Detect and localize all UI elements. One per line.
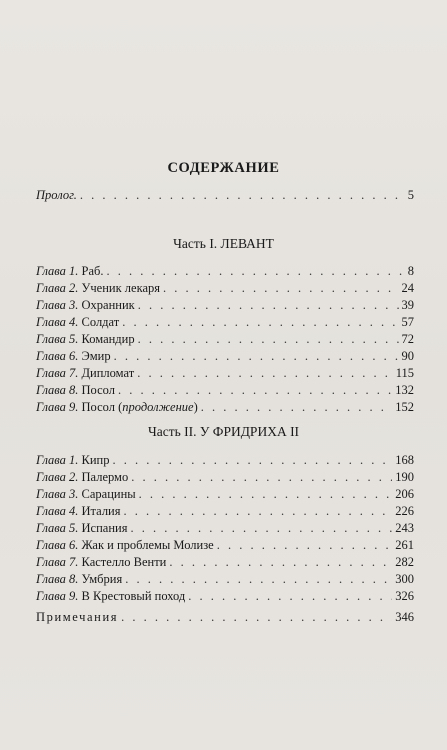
chapter-prefix: Глава bbox=[36, 366, 66, 380]
dot-leader bbox=[114, 348, 399, 364]
page-number: 243 bbox=[395, 521, 414, 535]
page-number: 24 bbox=[401, 281, 414, 295]
chapter-title: Ученик лекаря bbox=[81, 281, 160, 295]
toc-entry[interactable] bbox=[36, 280, 414, 296]
chapter-prefix: Глава bbox=[36, 281, 66, 295]
chapter-title-italic: продолжение bbox=[122, 400, 194, 414]
chapter-number: 2. bbox=[69, 281, 79, 295]
chapter-prefix: Глава bbox=[36, 264, 66, 278]
page-number: 190 bbox=[395, 470, 414, 484]
dot-leader bbox=[188, 588, 392, 604]
dot-leader bbox=[138, 297, 399, 313]
chapter-title: Посол ( bbox=[81, 400, 123, 414]
prologue-label: Пролог. bbox=[36, 188, 77, 202]
chapter-number: 6. bbox=[69, 538, 79, 552]
chapter-number: 6. bbox=[69, 349, 79, 363]
toc-entry[interactable] bbox=[36, 588, 414, 604]
chapter-number: 3. bbox=[69, 298, 79, 312]
toc-entry[interactable] bbox=[36, 263, 414, 279]
toc-entry[interactable] bbox=[36, 399, 414, 415]
chapter-number: 4. bbox=[69, 315, 79, 329]
chapter-prefix: Глава bbox=[36, 504, 66, 518]
chapter-prefix: Глава bbox=[36, 349, 66, 363]
chapter-title: В Крестовый поход bbox=[81, 589, 186, 603]
notes-label: Примечания bbox=[36, 610, 119, 624]
chapter-number: 1. bbox=[69, 453, 79, 467]
chapter-title: Италия bbox=[81, 504, 121, 518]
dot-leader bbox=[201, 399, 393, 415]
chapter-prefix: Глава bbox=[36, 383, 66, 397]
toc-entry[interactable] bbox=[36, 503, 414, 519]
dot-leader bbox=[217, 537, 393, 553]
chapter-prefix: Глава bbox=[36, 332, 66, 346]
chapter-prefix: Глава bbox=[36, 487, 66, 501]
chapter-number: 5. bbox=[69, 332, 79, 346]
toc-entry-prologue[interactable] bbox=[36, 187, 414, 203]
chapter-prefix: Глава bbox=[36, 521, 66, 535]
chapter-title: Охранник bbox=[81, 298, 135, 312]
chapter-title: Посол bbox=[81, 383, 115, 397]
toc-entry[interactable] bbox=[36, 537, 414, 553]
dot-leader bbox=[124, 503, 393, 519]
dot-leader bbox=[139, 486, 393, 502]
chapter-number: 2. bbox=[69, 470, 79, 484]
dot-leader bbox=[107, 263, 405, 279]
dot-leader bbox=[118, 382, 392, 398]
page-number: 57 bbox=[401, 315, 414, 329]
dot-leader bbox=[125, 571, 392, 587]
dot-leader bbox=[169, 554, 392, 570]
chapter-number: 7. bbox=[69, 366, 79, 380]
toc-entry[interactable] bbox=[36, 314, 414, 330]
page-number: 39 bbox=[401, 298, 414, 312]
chapter-number: 7. bbox=[69, 555, 79, 569]
page-number: 346 bbox=[395, 610, 414, 624]
toc-entry[interactable] bbox=[36, 331, 414, 347]
chapter-number: 8. bbox=[69, 383, 79, 397]
chapter-title-suffix: ) bbox=[193, 400, 198, 414]
chapter-number: 8. bbox=[69, 572, 79, 586]
page-number: 90 bbox=[401, 349, 414, 363]
chapter-title: Сарацины bbox=[81, 487, 136, 501]
chapter-prefix: Глава bbox=[36, 470, 66, 484]
chapter-title: Жак и проблемы Молизе bbox=[81, 538, 214, 552]
chapter-number: 4. bbox=[69, 504, 79, 518]
toc-entry[interactable] bbox=[36, 520, 414, 536]
page-number: 300 bbox=[395, 572, 414, 586]
chapter-title: Кипр bbox=[81, 453, 110, 467]
page-number: 261 bbox=[395, 538, 414, 552]
page-number: 226 bbox=[395, 504, 414, 518]
chapter-title: Командир bbox=[81, 332, 135, 346]
dot-leader bbox=[112, 452, 392, 468]
chapter-prefix: Глава bbox=[36, 315, 66, 329]
toc-entry[interactable] bbox=[36, 382, 414, 398]
page-number: 282 bbox=[395, 555, 414, 569]
page-number: 8 bbox=[407, 264, 414, 278]
toc-entry[interactable] bbox=[36, 469, 414, 485]
page-number: 152 bbox=[395, 400, 414, 414]
chapter-number: 9. bbox=[69, 400, 79, 414]
part-heading-2: Часть II. У ФРИДРИХА II bbox=[147, 424, 300, 439]
dot-leader bbox=[163, 280, 399, 296]
chapter-prefix: Глава bbox=[36, 400, 66, 414]
toc-entry[interactable] bbox=[36, 297, 414, 313]
chapter-title: Раб. bbox=[81, 264, 104, 278]
toc-entry[interactable] bbox=[36, 486, 414, 502]
chapter-title: Палермо bbox=[81, 470, 129, 484]
part-heading-1: Часть I. ЛЕВАНТ bbox=[173, 236, 274, 251]
dot-leader bbox=[131, 469, 392, 485]
chapter-title: Дипломат bbox=[81, 366, 135, 380]
toc-entry[interactable] bbox=[36, 554, 414, 570]
dot-leader bbox=[138, 331, 399, 347]
chapter-prefix: Глава bbox=[36, 298, 66, 312]
page-number: 115 bbox=[395, 366, 414, 380]
chapter-number: 1. bbox=[69, 264, 79, 278]
page-number: 72 bbox=[401, 332, 414, 346]
chapter-title: Солдат bbox=[81, 315, 120, 329]
chapter-prefix: Глава bbox=[36, 555, 66, 569]
toc-entry[interactable] bbox=[36, 452, 414, 468]
dot-leader bbox=[80, 187, 405, 203]
toc-entry[interactable] bbox=[36, 348, 414, 364]
page-number: 168 bbox=[395, 453, 414, 467]
chapter-number: 5. bbox=[69, 521, 79, 535]
page-title: СОДЕРЖАНИЕ bbox=[167, 160, 280, 176]
chapter-prefix: Глава bbox=[36, 538, 66, 552]
chapter-title: Кастелло Венти bbox=[81, 555, 167, 569]
toc-entry[interactable] bbox=[36, 571, 414, 587]
chapter-title: Эмир bbox=[81, 349, 111, 363]
dot-leader bbox=[137, 365, 393, 381]
chapter-title: Умбрия bbox=[81, 572, 123, 586]
chapter-prefix: Глава bbox=[36, 453, 66, 467]
toc-entry-notes[interactable] bbox=[36, 609, 414, 625]
chapter-prefix: Глава bbox=[36, 589, 66, 603]
chapter-number: 9. bbox=[69, 589, 79, 603]
dot-leader bbox=[121, 609, 392, 625]
toc-entry[interactable] bbox=[36, 365, 414, 381]
chapter-prefix: Глава bbox=[36, 572, 66, 586]
page-number: 5 bbox=[407, 188, 414, 202]
page-number: 132 bbox=[395, 383, 414, 397]
dot-leader bbox=[122, 314, 398, 330]
chapter-title: Испания bbox=[81, 521, 128, 535]
page-number: 326 bbox=[395, 589, 414, 603]
chapter-number: 3. bbox=[69, 487, 79, 501]
dot-leader bbox=[130, 520, 392, 536]
page-number: 206 bbox=[395, 487, 414, 501]
